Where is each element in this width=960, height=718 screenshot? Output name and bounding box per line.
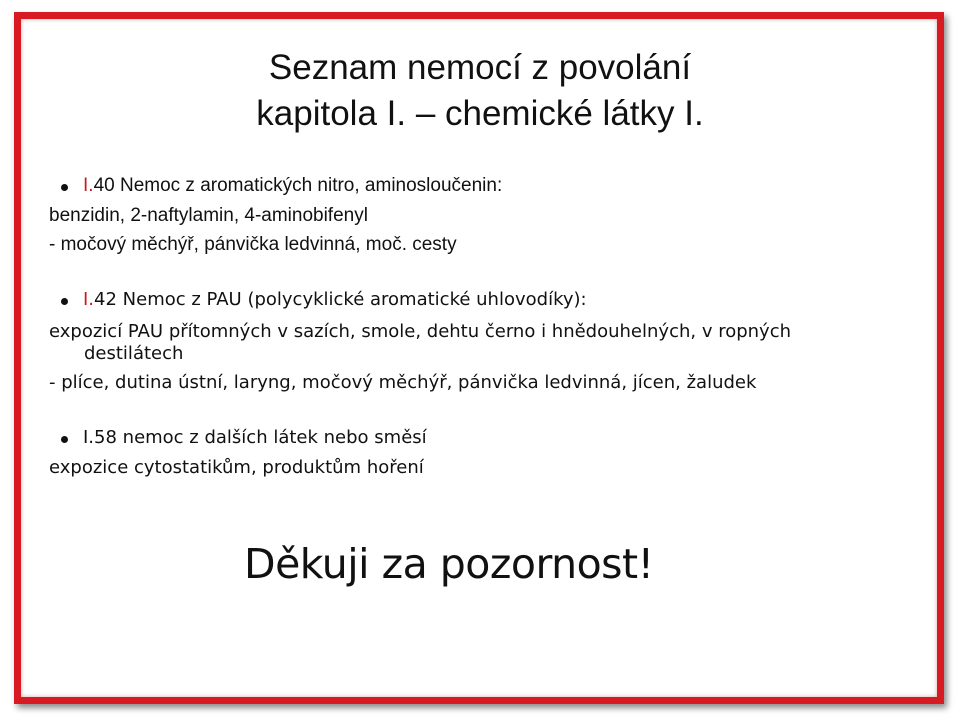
bullet-icon bbox=[61, 298, 68, 305]
item2-code-prefix: I. bbox=[83, 289, 95, 310]
item3-heading: I.58 nemoc z dalších látek nebo směsí bbox=[83, 427, 427, 448]
thanks-heading: Děkuji za pozornost! bbox=[244, 540, 654, 588]
item1-line2: benzidin, 2-naftylamin, 4-aminobifenyl bbox=[49, 205, 368, 226]
slide-title-line1: Seznam nemocí z povolání bbox=[268, 48, 692, 87]
bullet-icon bbox=[61, 184, 68, 191]
item1-line3: - močový měchýř, pánvička ledvinná, moč. cesty bbox=[49, 234, 457, 255]
item1-colon: : bbox=[496, 175, 503, 196]
item2-line2: expozicí PAU přítomných v sazích, smole, dehtu černo i hnědouhelných, v ropných bbox=[49, 321, 791, 342]
slide-title-line2: kapitola I. – chemické látky I. bbox=[256, 94, 704, 133]
item1-code-prefix: I. bbox=[83, 175, 94, 196]
item1-code-rest: 40 Nemoc z aromatických nitro, aminosloučenin bbox=[93, 175, 497, 196]
item2-heading bbox=[83, 289, 587, 310]
bullet-icon bbox=[61, 436, 68, 443]
item2-line3: destilátech bbox=[84, 343, 184, 364]
item2-line4: - plíce, dutina ústní, laryng, močový měchýř, pánvička ledvinná, jícen, žaludek bbox=[49, 372, 757, 393]
item3-line2: expozice cytostatikům, produktům hoření bbox=[49, 457, 424, 478]
item2-code-rest: 42 Nemoc z PAU (polycyklické aromatické uhlovodíky): bbox=[94, 289, 587, 310]
item1-heading bbox=[83, 175, 502, 197]
